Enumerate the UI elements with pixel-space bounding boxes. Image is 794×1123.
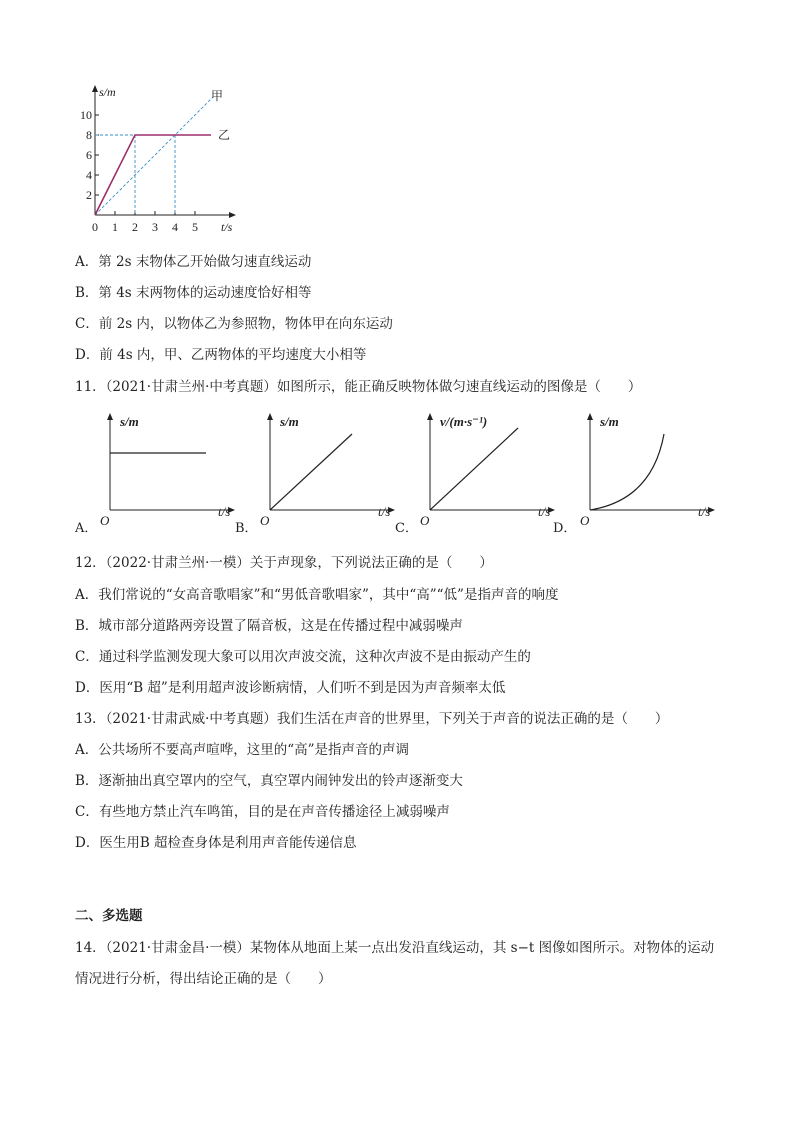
q13-option-a: A．公共场所不要高声喧哗，这里的“高”是指声音的声调 <box>75 742 410 758</box>
graph-a-xlabel: t/s <box>218 504 231 519</box>
y-tick-2: 2 <box>86 188 92 202</box>
graph-c-ylabel: v/(m·s⁻¹) <box>440 414 488 429</box>
q13-option-d: D．医生用B 超检查身体是利用声音能传递信息 <box>75 835 357 851</box>
q11-graph-c <box>412 408 562 528</box>
x-tick-1: 1 <box>112 220 118 234</box>
q11-letter-b: B． <box>235 521 258 536</box>
q13-stem: 13．（2021·甘肃武威·中考真题）我们生活在声音的世界里，下列关于声音的说法正确的是（ ） <box>75 711 669 727</box>
graph-b-origin: O <box>260 513 270 528</box>
x-axis-label: t/s <box>221 220 233 234</box>
q11-graph-a <box>92 408 242 528</box>
graph-b-ylabel: s/m <box>280 414 299 429</box>
graph-b-xlabel: t/s <box>378 504 391 519</box>
graph-d-curve <box>590 434 664 510</box>
q12-option-a: A．我们常说的“女高音歌唱家”和“男低音歌唱家”，其中“高”“低”是指声音的响度 <box>75 587 559 603</box>
graph-d-origin: O <box>580 513 590 528</box>
q10-option-b: B．第 4s 末两物体的运动速度恰好相等 <box>75 285 312 301</box>
q10-option-c: C．前 2s 内，以物体乙为参照物，物体甲在向东运动 <box>75 316 393 332</box>
x-tick-2: 2 <box>132 220 138 234</box>
graph-c-origin: O <box>420 513 430 528</box>
graph-c-xlabel: t/s <box>538 504 551 519</box>
q11-stem: 11．（2021·甘肃兰州·中考真题）如图所示，能正确反映物体做匀速直线运动的图像是（ ） <box>75 379 642 395</box>
q11-graph-d <box>572 408 722 528</box>
x-tick-4: 4 <box>172 220 178 234</box>
series-jia-line <box>95 97 213 215</box>
series-yi-label: 乙 <box>218 128 231 142</box>
series-yi-line <box>95 135 211 215</box>
q13-option-b: B．逐渐抽出真空罩内的空气，真空罩内闹钟发出的铃声逐渐变大 <box>75 773 463 789</box>
x-tick-5: 5 <box>192 220 198 234</box>
q14-stem-line1: 14．（2021·甘肃金昌·一模）某物体从地面上某一点出发沿直线运动，其 s−t 图像如图所示。对物体的运动 <box>75 940 715 956</box>
y-tick-6: 6 <box>86 148 92 162</box>
q12-option-b: B．城市部分道路两旁设置了隔音板，这是在传播过程中减弱噪声 <box>75 618 463 634</box>
graph-d-xlabel: t/s <box>698 504 711 519</box>
section-multiple-choice-heading: 二、多选题 <box>75 908 143 924</box>
q14-stem-line2: 情况进行分析，得出结论正确的是（ ） <box>75 971 332 987</box>
q11-letter-a: A． <box>75 521 98 536</box>
graph-c-line <box>430 428 518 510</box>
y-tick-8: 8 <box>86 128 92 142</box>
graph-d-ylabel: s/m <box>600 414 619 429</box>
q12-option-d: D．医用“B 超”是利用超声波诊断病情，人们听不到是因为声音频率太低 <box>75 680 506 696</box>
q11-letter-d: D． <box>553 521 577 536</box>
x-tick-3: 3 <box>152 220 158 234</box>
x-tick-0: 0 <box>92 220 98 234</box>
graph-b-line <box>270 434 352 510</box>
q12-option-c: C．通过科学监测发现大象可以用次声波交流，这种次声波不是由振动产生的 <box>75 649 531 665</box>
graph-a-ylabel: s/m <box>120 414 139 429</box>
y-tick-4: 4 <box>86 168 92 182</box>
graph-a-origin: O <box>100 513 110 528</box>
top-st-graph <box>75 80 255 240</box>
y-tick-10: 10 <box>80 108 92 122</box>
q10-option-a: A．第 2s 末物体乙开始做匀速直线运动 <box>75 254 312 270</box>
q12-stem: 12．（2022·甘肃兰州·一模）关于声现象，下列说法正确的是（ ） <box>75 555 493 571</box>
q13-option-c: C．有些地方禁止汽车鸣笛，目的是在声音传播途径上减弱噪声 <box>75 804 450 820</box>
series-jia-label: 甲 <box>211 89 224 103</box>
q10-option-d: D．前 4s 内，甲、乙两物体的平均速度大小相等 <box>75 347 367 363</box>
q11-letter-c: C． <box>395 521 418 536</box>
q11-graph-b <box>252 408 402 528</box>
y-axis-label: s/m <box>99 85 116 99</box>
